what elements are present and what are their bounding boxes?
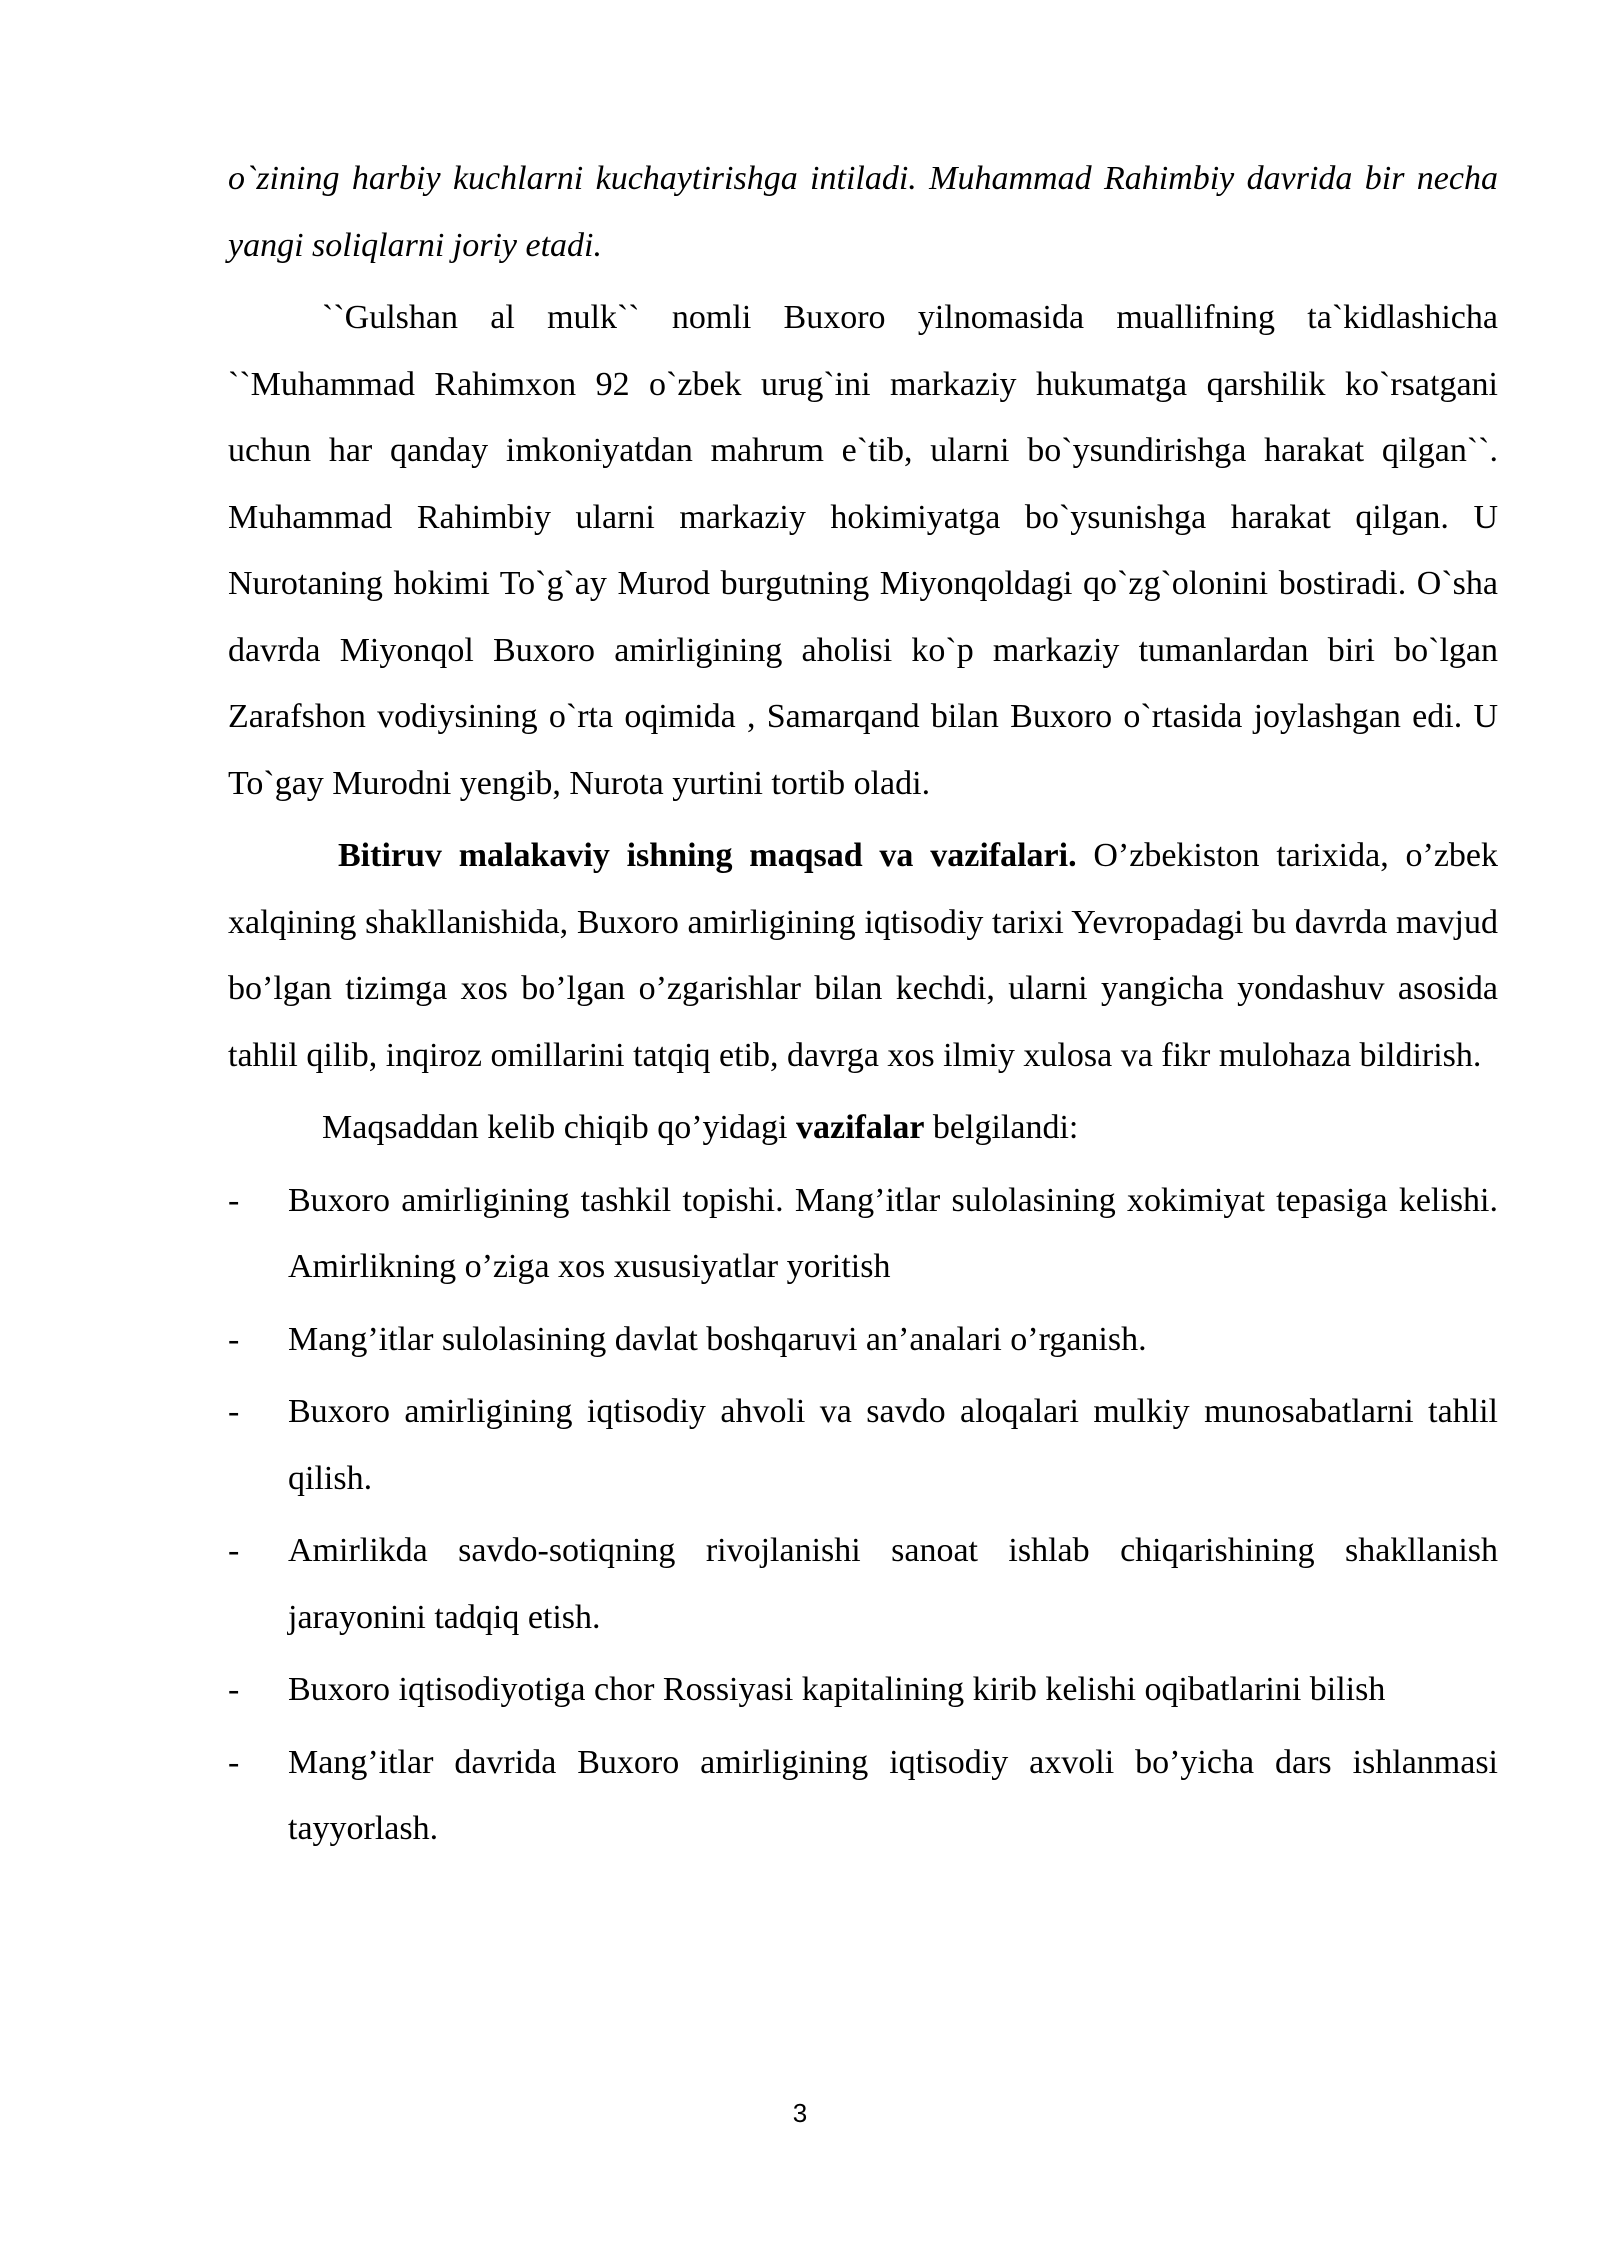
dash-bullet: - [228, 1671, 240, 1708]
paragraph-intro: o`zining harbiy kuchlarni kuchaytirishga intiladi. Muhammad Rahimbiy davrida bir necha yangi soliqlarni joriy etadi. [228, 160, 1498, 264]
list-item-text: Amirlikda savdo-sotiqning rivojlanishi sanoat ishlab chiqarishining shakllanish jarayonini tadqiq etish. [288, 1532, 1498, 1636]
list-item [228, 1307, 1498, 1374]
list-item-text: Mang’itlar davrida Buxoro amirligining iqtisodiy axvoli bo’yicha dars ishlanmasi tayyorlash. [288, 1743, 1498, 1847]
goals-text: O’zbekiston tarixida, o’zbek xalqining shakllanishida, Buxoro amirligining iqtisodiy tarixi Yevropadagi bu davrda mavjud bo’lgan tizimga xos bo’lgan o’zgarishlar bilan kechdi, ularni yangicha yondashuv asosida tahlil qilib, inqiroz omillarini tatqiq etib, davrga xos ilmiy xulosa va fikr mulohaza bildirish. [228, 837, 1498, 1074]
tasks-intro-bold: vazifalar [796, 1109, 925, 1146]
dash-bullet: - [228, 1743, 240, 1781]
list-item-text: Mang’itlar sulolasining davlat boshqaruvi an’analari o’rganish. [288, 1320, 1147, 1358]
tasks-intro-before: Maqsaddan kelib chiqib qo’yidagi [322, 1109, 797, 1146]
list-item [228, 1379, 1498, 1512]
list-item [228, 1730, 1498, 1863]
goals-heading: Bitiruv malakaviy ishning maqsad va vazifalari. [338, 837, 1077, 874]
paragraph-tasks-intro [228, 1095, 1498, 1162]
list-item [228, 1518, 1498, 1651]
tasks-intro-after: belgilandi: [924, 1109, 1079, 1146]
page-content [228, 146, 1498, 1869]
tasks-list [228, 1168, 1498, 1863]
dash-bullet: - [228, 1320, 240, 1358]
dash-bullet: - [228, 1181, 240, 1219]
paragraph-gulshan-al-mulk: ``Gulshan al mulk`` nomli Buxoro yilnomasida muallifning ta`kidlashicha ``Muhammad Rahimxon 92 o`zbek urug`ini markaziy hukumatga qarshilik ko`rsatgani uchun har qanday imkoniyatdan mahrum e`tib, ularni bo`ysundirishga harakat qilgan``. Muhammad Rahimbiy ularni markaziy hokimiyatga bo`ysunishga harakat qilgan. U Nurotaning hokimi To`g`ay Murod burgutning Miyonqoldagi qo`zg`olonini bostiradi. O`sha davrda Miyonqol Buxoro amirligining aholisi ko`p markaziy tumanlardan biri bo`lgan Zarafshon vodiysining o`rta oqimida , Samarqand bilan Buxoro o`rtasida joylashgan edi. U To`gay Murodni yengib, Nurota yurtini tortib oladi. [228, 299, 1498, 802]
list-item-text: Buxoro iqtisodiyotiga chor Rossiyasi kapitalining kirib kelishi oqibatlarini bilish [288, 1671, 1386, 1708]
list-item [228, 1168, 1498, 1301]
list-item-text: Buxoro amirligining tashkil topishi. Mang’itlar sulolasining xokimiyat tepasiga kelishi. Amirlikning o’ziga xos xususiyatlar yoritish [288, 1181, 1498, 1285]
dash-bullet: - [228, 1393, 240, 1430]
dash-bullet: - [228, 1532, 240, 1569]
page-number: 3 [792, 2098, 808, 2128]
list-item-text: Buxoro amirligining iqtisodiy ahvoli va savdo aloqalari mulkiy munosabatlarni tahlil qilish. [288, 1393, 1498, 1497]
paragraph-goals [228, 823, 1498, 1089]
list-item [228, 1657, 1498, 1724]
